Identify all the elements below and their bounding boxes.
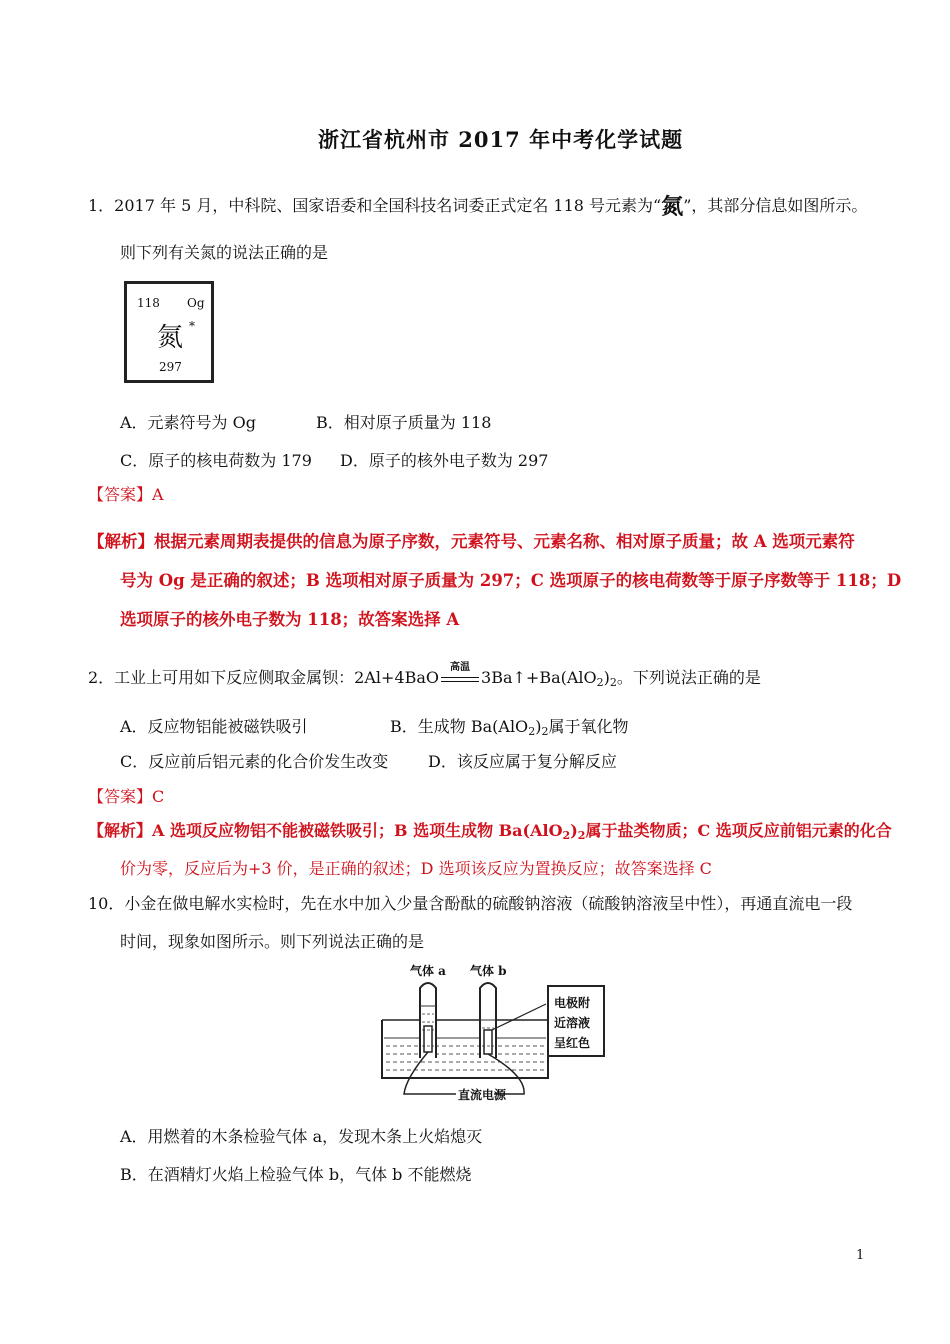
q2-option-b-post: 属于氧化物: [548, 717, 629, 736]
q2-option-b: [390, 716, 628, 743]
element-mass: 297: [159, 360, 182, 374]
q1-analysis-line3: 选项原子的核外电子数为 118；故答案选择 A: [120, 610, 460, 629]
note-line1: 电极附: [554, 996, 591, 1010]
element-radioactive-star: *: [189, 319, 195, 333]
q1-stem-line1: [88, 195, 867, 218]
q2-analysis-mid: ): [570, 821, 578, 840]
gas-b-label: 气体 b: [470, 964, 507, 978]
q2-option-d: D．该反应属于复分解反应: [428, 752, 617, 771]
q2-analysis-sub2: 2: [577, 829, 586, 842]
q2-option-c: C．反应前后铝元素的化合价发生改变: [120, 752, 389, 771]
q2-stem-a: 2．工业上可用如下反应侧取金属钡：2Al+4BaO: [88, 668, 440, 687]
q1-stem-b: ”，其部分信息如图所示。: [683, 196, 868, 215]
note-line3: 呈红色: [554, 1036, 591, 1050]
reaction-equals-sign: [439, 661, 481, 686]
q10-stem-line2: 时间，现象如图所示。则下列说法正确的是: [120, 932, 425, 951]
q1-option-b: B．相对原子质量为 118: [316, 413, 492, 432]
q1-stem-line2: 则下列有关氮的说法正确的是: [120, 243, 329, 262]
gas-a-label: 气体 a: [410, 964, 446, 978]
element-name-glyph: 氮: [661, 194, 684, 220]
q10-option-a: A．用燃着的木条检验气体 a，发现木条上火焰熄灭: [120, 1127, 483, 1146]
test-tube-a: [420, 983, 436, 1058]
q2-analysis-post: 属于盐类物质；C 选项反应前铝元素的化合: [585, 821, 892, 840]
q2-stem-sub: 2: [596, 676, 604, 689]
power-source-label: 直流电源: [458, 1088, 507, 1102]
q2-analysis-sub: 2: [562, 829, 571, 842]
q1-option-d: D．原子的核外电子数为 297: [340, 451, 549, 470]
q2-stem-b: 3Ba↑+Ba(AlO: [481, 668, 597, 687]
q2-option-b-mid: ): [535, 717, 542, 736]
q2-option-a: A．反应物铝能被磁铁吸引: [120, 717, 308, 736]
q2-option-b-sub: 2: [528, 725, 536, 738]
test-tube-b: [480, 983, 496, 1058]
q2-option-b-pre: B．生成物 Ba(AlO: [390, 717, 529, 736]
q1-option-c: C．原子的核电荷数为 179: [120, 451, 312, 470]
q2-stem: [88, 661, 761, 694]
page-title: 浙江省杭州市 2017 年中考化学试题: [318, 127, 684, 152]
q2-answer: 【答案】C: [88, 787, 165, 806]
q1-analysis-line2: 号为 Og 是正确的叙述；B 选项相对原子质量为 297；C 选项原子的核电荷数等于原子序数等于 118；D: [120, 571, 902, 590]
page-number: 1: [856, 1248, 865, 1263]
element-card: [124, 281, 214, 383]
q2-option-b-sub2: 2: [541, 725, 549, 738]
note-line2: 近溶液: [554, 1016, 591, 1030]
q2-analysis-pre: 【解析】A 选项反应物铝不能被磁铁吸引；B 选项生成物 Ba(AlO: [88, 821, 563, 840]
q1-analysis-line1: 【解析】根据元素周期表提供的信息为原子序数，元素符号、元素名称、相对原子质量；故 A 选项元素符: [88, 532, 855, 551]
reaction-condition: 高温: [450, 661, 471, 673]
element-atomic-number: 118: [137, 296, 160, 310]
q2-analysis-line2: 价为零，反应后为+3 价，是正确的叙述；D 选项该反应为置换反应；故答案选择 C: [120, 859, 712, 878]
q1-stem-a: 1．2017 年 5 月，中科院、国家语委和全国科技名词委正式定名 118 号元素为“: [88, 196, 662, 215]
q1-answer: 【答案】A: [88, 485, 164, 504]
q2-stem-c: ): [603, 668, 610, 687]
element-symbol: Og: [187, 296, 205, 310]
q1-option-a: A．元素符号为 Og: [120, 413, 257, 432]
q2-analysis-line1: [88, 820, 892, 847]
element-name: 氮: [157, 323, 184, 353]
q10-stem-line1: 10．小金在做电解水实检时，先在水中加入少量含酚酞的硫酸钠溶液（硫酸钠溶液呈中性），再通直流电一段: [88, 894, 853, 913]
q10-option-b: B．在酒精灯火焰上检验气体 b，气体 b 不能燃烧: [120, 1165, 472, 1184]
q2-stem-sub2: 2: [609, 676, 617, 689]
q2-stem-d: 。下列说法正确的是: [616, 668, 761, 687]
